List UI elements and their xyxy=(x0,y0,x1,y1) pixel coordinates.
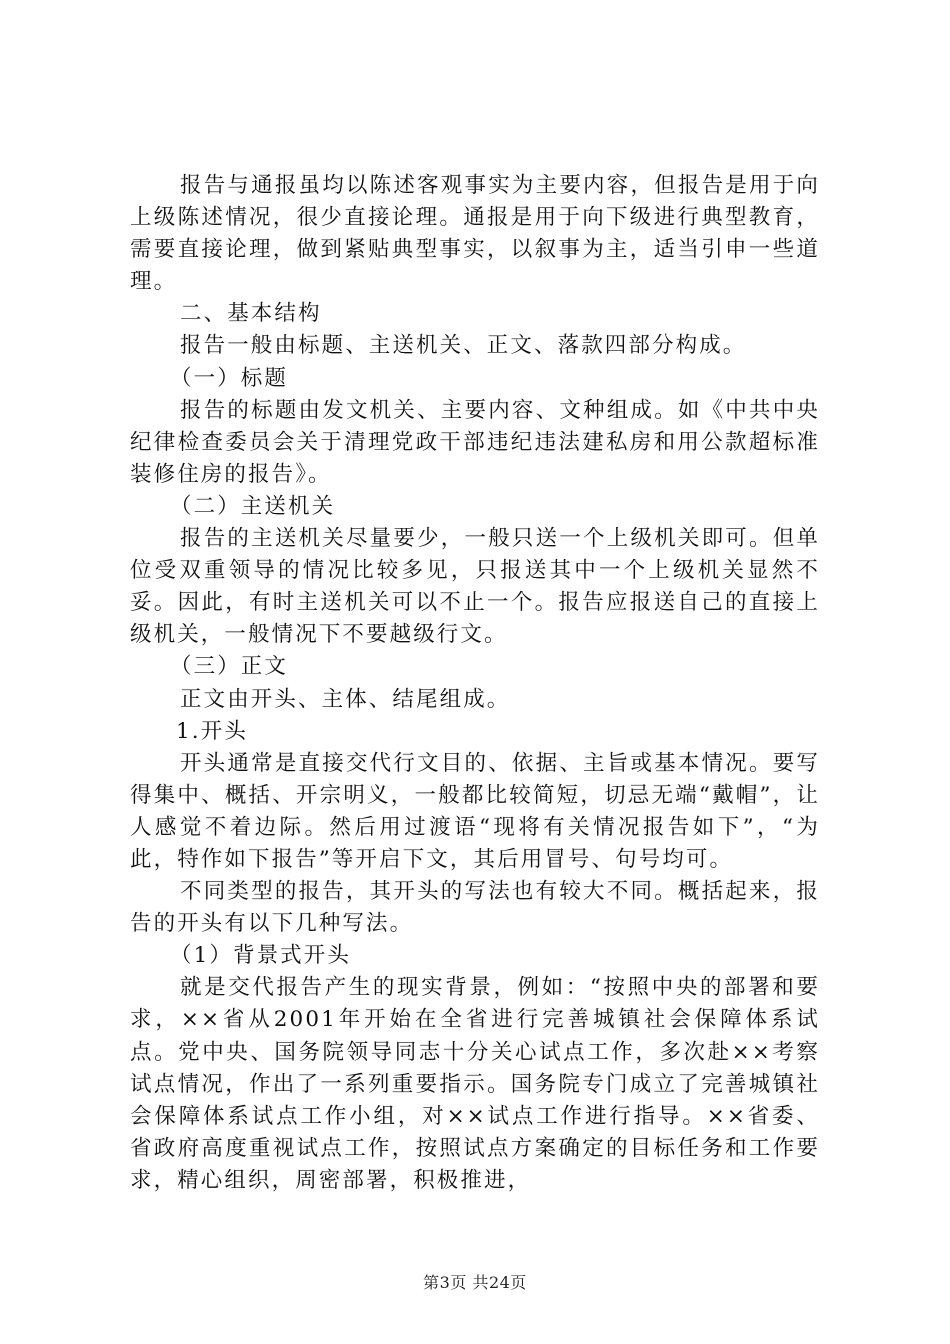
paragraph-opening-description: 开头通常是直接交代行文目的、依据、主旨或基本情况。要写得集中、概括、开宗明义，一般都比较简短，切忌无端“戴帽”，让人感觉不着边际。然后用过渡语“现将有关情况报告如下”，“为此，特作如下报告”等开启下文，其后用冒号、句号均可。 xyxy=(130,750,820,872)
document-body xyxy=(130,170,820,1197)
subheading-recipient: （二）主送机关 xyxy=(170,493,336,519)
section-heading-basic-structure: 二、基本结构 xyxy=(180,301,322,327)
paragraph-background-example: 就是交代报告产生的现实背景，例如：“按照中央的部署和要求，××省从2001年开始在全省进行完善城镇社会保障体系试点。党中央、国务院领导同志十分关心试点工作，多次赴××考察试点情况，作出了一系列重要指示。国务院专门成立了完善城镇社会保障体系试点工作小组，对××试点工作进行指导。××省委、省政府高度重视试点工作，按照试点方案确定的目标任务和工作要求，精心组织，周密部署，积极推进， xyxy=(130,975,820,1193)
page-number-footer: 第3页 共24页 xyxy=(423,1273,527,1292)
paragraph-main-text-overview: 正文由开头、主体、结尾组成。 xyxy=(180,686,511,712)
paragraph-opening-types: 不同类型的报告，其开头的写法也有较大不同。概括起来，报告的开头有以下几种写法。 xyxy=(130,879,820,937)
subheading-background-opening: （1）背景式开头 xyxy=(170,943,351,969)
paragraph-structure-overview: 报告一般由标题、主送机关、正文、落款四部分构成。 xyxy=(180,333,747,359)
paragraph-title-description: 报告的标题由发文机关、主要内容、文种组成。如《中共中央纪律检查委员会关于清理党政干部违纪违法建私房和用公款超标准装修住房的报告》。 xyxy=(130,397,820,487)
paragraph-recipient-description: 报告的主送机关尽量要少，一般只送一个上级机关即可。但单位受双重领导的情况比较多见，只报送其中一个上级机关显然不妥。因此，有时主送机关可以不止一个。报告应报送自己的直接上级机关，一般情况下不要越级行文。 xyxy=(130,526,820,648)
paragraph-report-vs-bulletin: 报告与通报虽均以陈述客观事实为主要内容，但报告是用于向上级陈述情况，很少直接论理。通报是用于向下级进行典型教育，需要直接论理，做到紧贴典型事实，以叙事为主，适当引申一些道理。 xyxy=(130,173,820,295)
subheading-main-text: （三）正文 xyxy=(170,654,289,680)
subheading-title: （一）标题 xyxy=(170,365,289,391)
numbered-heading-opening: 1.开头 xyxy=(176,718,248,744)
